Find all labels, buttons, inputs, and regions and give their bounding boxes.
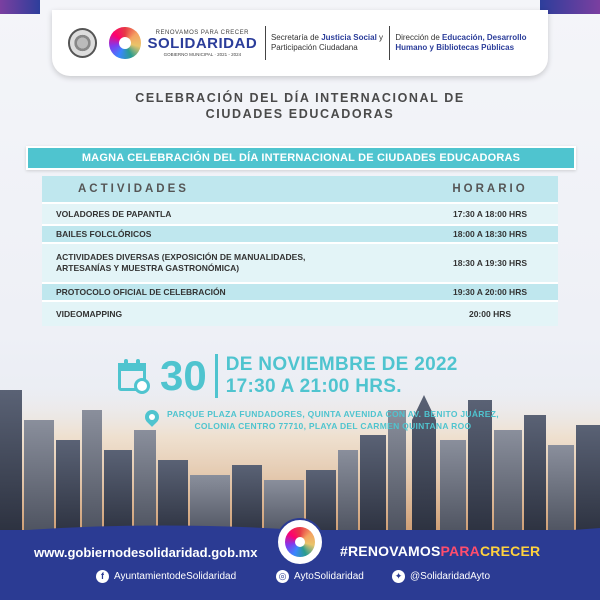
twitter-icon: ✦ [392,570,405,583]
secretaria-text-a: Secretaría de [270,33,322,42]
city-skyline-image [0,380,600,540]
location-text [167,408,499,432]
decorative-bar-right [540,0,600,14]
schedule-table [42,176,558,326]
page-title: CELEBRACIÓN DEL DÍA INTERNACIONAL DE CIUDADES EDUCADORAS [135,91,465,121]
location-line-2: COLONIA CENTRO 77710, PLAYA DEL CARMEN QUINTANA ROO [194,421,472,431]
twitter-handle: @SolidaridadAyto [410,571,491,582]
event-date [118,352,458,400]
event-banner: MAGNA CELEBRACIÓN DEL DÍA INTERNACIONAL DE CIUDADES EDUCADORAS [26,146,576,170]
municipal-seal-icon [68,28,97,58]
time-cell: 20:00 HRS [468,309,512,319]
table-row [42,300,558,326]
location-line-1: PARQUE PLAZA FUNDADORES, QUINTA AVENIDA CON AV. BENITO JUÁREZ, [167,409,499,419]
hashtag-part-c: CRECER [479,543,541,559]
brand-slogan: RENOVAMOS PARA CRECER [155,29,249,36]
activity-cell: PROTOCOLO OFICIAL DE CELEBRACIÓN [56,286,226,297]
header-divider [389,26,390,60]
hashtag-part-a: #RENOVAMOS [340,543,441,559]
event-location [145,408,499,432]
direccion-text-b: Educación, Desarrollo Humano y Bibliotecas Públicas [395,33,527,52]
date-divider [215,354,218,398]
time-cell: 18:00 A 18:30 HRS [452,229,528,239]
flower-logo-icon [285,527,315,557]
solidaridad-brand [145,30,260,57]
hashtag-part-b: PARA [440,543,480,559]
instagram-icon: ◎ [276,570,289,583]
location-pin-icon [145,410,159,428]
event-date-line: DE NOVIEMBRE DE 2022 [225,354,458,375]
time-cell: 18:30 A 19:30 HRS [452,258,528,268]
website-link[interactable]: www.gobiernodesolidaridad.gob.mx [34,545,258,560]
footer-logo-badge [276,518,324,566]
secretaria-text-b: Justicia Social [321,33,377,42]
activity-cell: VOLADORES DE PAPANTLA [56,208,172,219]
brand-subtitle: GOBIERNO MUNICIPAL · 2021 - 2024 [163,51,242,57]
activity-cell: ACTIVIDADES DIVERSAS (EXPOSICIÓN DE MANUALIDADES, ARTESANÍAS Y MUESTRA GASTRONÓMICA) [56,252,306,273]
instagram-link[interactable] [276,570,364,583]
secretaria-text-c: y Participación Ciudadana [270,33,384,52]
table-row [42,224,558,242]
campaign-hashtag [340,543,540,559]
direccion-text-a: Dirección de [395,33,442,42]
time-cell: 19:30 A 20:00 HRS [452,287,528,297]
instagram-handle: AytoSolidaridad [294,571,364,582]
header-logos [52,10,548,76]
brand-name: SOLIDARIDAD [147,34,258,52]
direccion-label [395,33,538,53]
header-divider [265,26,266,60]
activity-cell: BAILES FOLCLÓRICOS [56,228,152,239]
decorative-bar-left [0,0,40,14]
facebook-handle: AyuntamientodeSolidaridad [114,571,237,582]
column-header-activities: ACTIVIDADES [78,183,189,195]
secretaria-label [271,33,384,53]
table-row [42,242,558,282]
event-day: 30 [160,352,207,399]
time-cell: 17:30 A 18:00 HRS [452,209,528,219]
table-header [42,176,558,202]
facebook-link[interactable] [96,570,236,583]
date-details [226,354,458,398]
solidaridad-flower-logo-icon [109,27,140,59]
table-row [42,282,558,300]
twitter-link[interactable] [392,570,490,583]
table-row [42,202,558,224]
calendar-clock-icon [118,358,150,394]
facebook-icon: f [96,570,109,583]
column-header-schedule: HORARIO [452,183,528,195]
event-time-line: 17:30 A 21:00 HRS. [225,376,402,397]
activity-cell: VIDEOMAPPING [56,308,123,319]
